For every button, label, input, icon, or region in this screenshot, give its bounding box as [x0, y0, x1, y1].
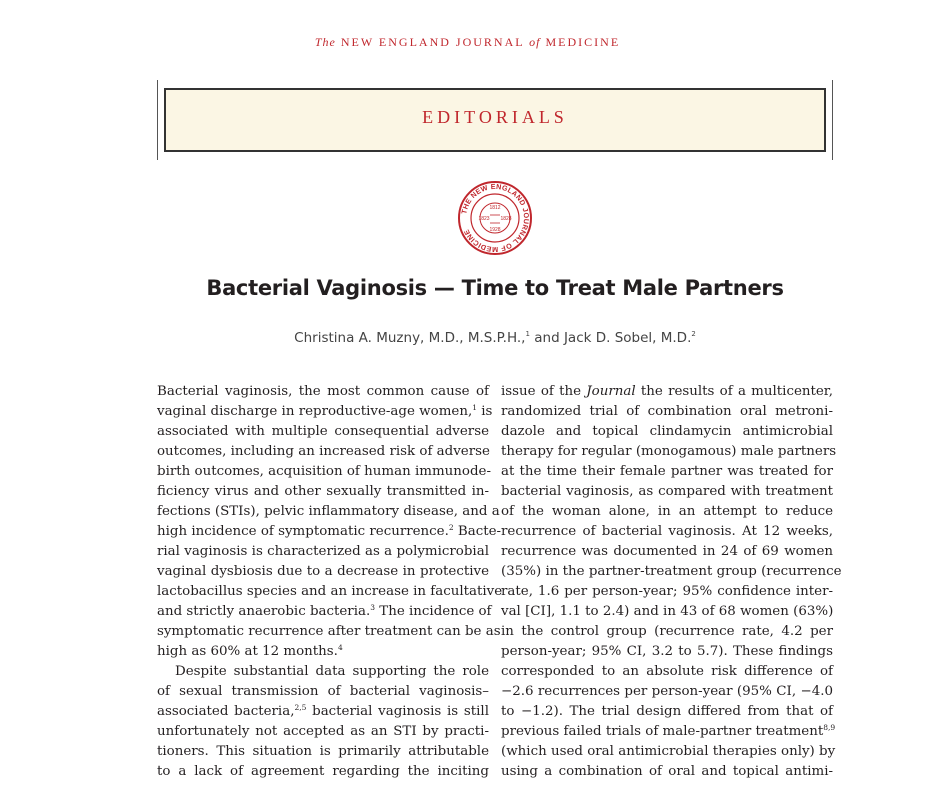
text-line-content: symptomatic recurrence after treatment can be as [157, 624, 501, 639]
text-line [157, 442, 489, 462]
text-line-content: rate, 1.6 per person-year; 95% confidence inter- [501, 584, 833, 599]
article-title: Bacterial Vaginosis — Time to Treat Male Partners [206, 276, 784, 300]
reference-superscript: 3 [370, 603, 376, 612]
text-line-content: Despite substantial data supporting the role [175, 664, 489, 679]
text-line-content: unfortunately not accepted as an STI by practi- [157, 724, 489, 739]
text-line-content: of sexual transmission of bacterial vaginosis– [157, 684, 489, 699]
text-line-tail: the results of a multicenter, [635, 384, 833, 399]
text-line-content: ficiency virus and other sexually transmitted in- [157, 484, 489, 499]
seal-outer-text: THE NEW ENGLAND JOURNAL OF MEDICINE [459, 181, 532, 255]
text-line-tail: bacterial vaginosis is still [306, 704, 489, 719]
text-line-content: previous failed trials of male-partner treatment [501, 724, 824, 739]
text-line [157, 662, 489, 682]
reference-superscript: 4 [337, 643, 343, 652]
text-line [501, 642, 833, 662]
reference-superscript: 1 [472, 403, 477, 412]
text-line [501, 502, 833, 522]
text-line-content: high as 60% at 12 months. [157, 644, 338, 659]
author-2: Jack D. Sobel, M.D. [563, 330, 692, 346]
reference-superscript: 8,9 [823, 723, 836, 732]
text-line [157, 722, 489, 742]
journal-name-part2: MEDICINE [545, 35, 621, 49]
seal-year-top: 1812 [489, 205, 501, 211]
body-column-left [157, 382, 503, 782]
text-line-content: and strictly anaerobic bacteria. [157, 604, 371, 619]
journal-the: The [314, 35, 336, 49]
text-line-content: high incidence of symptomatic recurrence. [157, 524, 449, 539]
text-line-content: (which used oral antimicrobial therapies only) by [501, 744, 836, 759]
text-line-content: therapy for regular (monogamous) male partners [501, 444, 837, 459]
reference-superscript: 2,5 [294, 703, 307, 712]
text-line-content: at the time their female partner was treated for [501, 464, 833, 479]
text-line [157, 582, 503, 602]
author-and: and [529, 330, 564, 346]
text-line [501, 602, 833, 622]
author-1: Christina A. Muzny, M.D., M.S.P.H., [294, 330, 526, 346]
text-line-content: corresponded to an absolute risk difference of [501, 664, 833, 679]
author-1-affiliation: 1 [525, 330, 530, 338]
journal-header [0, 35, 935, 50]
text-line [501, 402, 833, 422]
section-banner [157, 80, 833, 160]
text-line [157, 462, 489, 482]
text-line-content: recurrence of bacterial vaginosis. At 12 weeks, [501, 524, 833, 539]
text-line [157, 502, 500, 522]
seal-year-right: 1828 [500, 216, 512, 222]
text-line-content: vaginal dysbiosis due to a decrease in protective [157, 564, 489, 579]
text-line-content: dazole and topical clindamycin antimicrobial [501, 424, 833, 439]
text-line-content: associated bacteria, [157, 704, 295, 719]
text-line [501, 702, 833, 722]
seal-year-bottom: 1928 [489, 227, 501, 233]
text-line-content: fections (STIs), pelvic inflammatory disease, and a [157, 504, 500, 519]
text-line [501, 742, 836, 762]
text-line [501, 662, 833, 682]
text-line-tail: The incidence of [375, 604, 492, 619]
journal-seal-icon [457, 180, 533, 256]
text-line [501, 622, 833, 642]
text-line-content: associated with multiple consequential adverse [157, 424, 489, 439]
text-line [157, 382, 489, 402]
text-line-content: vaginal discharge in reproductive-age women, [157, 404, 473, 419]
text-line [157, 642, 489, 662]
text-line [157, 602, 492, 622]
text-line [157, 542, 489, 562]
text-line-content: bacterial vaginosis, as compared with treatment [501, 484, 833, 499]
text-line [157, 482, 489, 502]
text-line [157, 402, 493, 422]
text-line [501, 482, 833, 502]
reference-superscript: 2 [448, 523, 454, 532]
text-line [501, 582, 833, 602]
text-line-content: in the control group (recurrence rate, 4.2 per [501, 624, 833, 639]
text-line [157, 762, 489, 782]
text-line-content: to a lack of agreement regarding the inciting [157, 764, 489, 779]
text-line [157, 422, 489, 442]
text-line-content: (35%) in the partner-treatment group (recurrence [501, 564, 842, 579]
text-line [157, 622, 501, 642]
section-label: EDITORIALS [422, 106, 568, 127]
text-line [501, 682, 833, 702]
text-line [501, 422, 833, 442]
text-line-content: val [CI], 1.1 to 2.4) and in 43 of 68 women (63%) [501, 604, 834, 619]
italic-journal-name: Journal [586, 384, 636, 399]
text-line [501, 542, 833, 562]
text-line [501, 382, 833, 402]
seal-year-left: 1823 [478, 216, 490, 222]
text-line [157, 682, 489, 702]
body-column-right [501, 382, 842, 782]
text-line-tail: Bacte- [453, 524, 502, 539]
text-line-content: issue of the [501, 384, 587, 399]
text-line [501, 722, 836, 742]
text-line-tail: is [476, 404, 493, 419]
text-line-content: outcomes, including an increased risk of adverse [157, 444, 490, 459]
text-line [501, 762, 833, 782]
text-line [501, 462, 833, 482]
text-line-content: −2.6 recurrences per person-year (95% CI, −4.0 [501, 684, 833, 699]
text-line-content: of the woman alone, in an attempt to reduce [501, 504, 833, 519]
author-2-affiliation: 2 [691, 330, 696, 338]
text-line-content: to −1.2). The trial design differed from that of [501, 704, 833, 719]
text-line [157, 742, 489, 762]
text-line-content: person-year; 95% CI, 3.2 to 5.7). These findings [501, 644, 833, 659]
text-line-content: birth outcomes, acquisition of human immunode- [157, 464, 491, 479]
section-banner-inner [164, 88, 826, 152]
text-line-content: Bacterial vaginosis, the most common cause of [157, 384, 489, 399]
text-line-content: using a combination of oral and topical antimi- [501, 764, 833, 779]
text-line-content: lactobacillus species and an increase in facultative [157, 584, 503, 599]
text-line [501, 442, 837, 462]
journal-name-part1: NEW ENGLAND JOURNAL [340, 35, 525, 49]
text-line-content: recurrence was documented in 24 of 69 women [501, 544, 833, 559]
text-line [157, 562, 489, 582]
text-line [501, 562, 842, 582]
text-line [157, 702, 489, 722]
journal-of: of [529, 35, 541, 49]
text-line [501, 522, 833, 542]
text-line-content: tioners. This situation is primarily attributable [157, 744, 489, 759]
text-line-content: rial vaginosis is characterized as a polymicrobial [157, 544, 489, 559]
article-authors [0, 330, 935, 346]
text-line [157, 522, 502, 542]
text-line-content: randomized trial of combination oral metroni- [501, 404, 833, 419]
